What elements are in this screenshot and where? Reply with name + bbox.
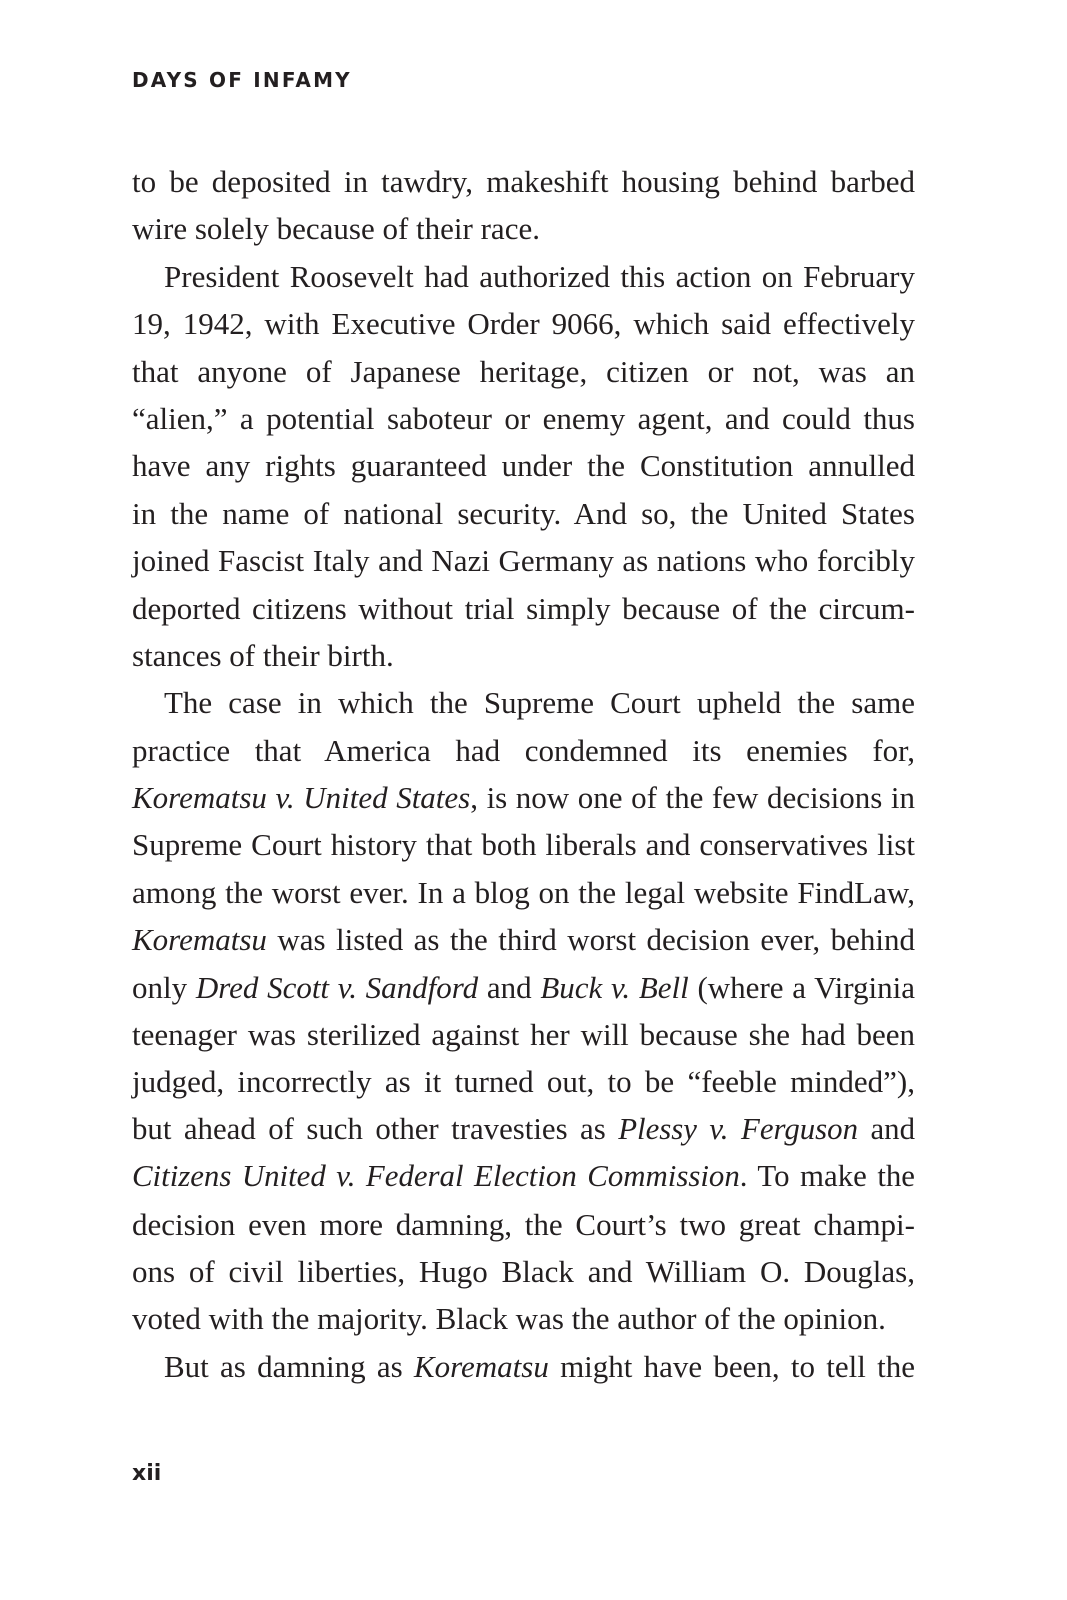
text-line: voted with the majority. Black was the author of the opinion.	[132, 1301, 886, 1337]
text-line: Supreme Court history that both liberals and conservatives list	[132, 827, 915, 863]
text-line: practice that America had condemned its enemies for,	[132, 732, 915, 768]
case-name-italic: Buck v. Bell	[540, 969, 689, 1005]
case-name-italic: Dred Scott v. Sandford	[195, 969, 479, 1005]
text-line: among the worst ever. In a blog on the legal website FindLaw,	[132, 874, 915, 910]
text-line: Korematsu was listed as the third worst decision ever, behind	[132, 922, 915, 958]
text-line: “alien,” a potential saboteur or enemy agent, and could thus	[132, 400, 915, 436]
text-line: to be deposited in tawdry, makeshift housing behind barbed	[132, 164, 915, 199]
text-line: that anyone of Japanese heritage, citizen or not, was an	[132, 353, 915, 389]
text-line: Korematsu v. United States, is now one of the few decisions in	[132, 780, 915, 816]
page-number: xii	[132, 1461, 162, 1486]
text-line: deported citizens without trial simply because of the circum-	[132, 590, 915, 626]
paragraph-first-line: The case in which the Supreme Court upheld the same	[164, 685, 915, 721]
case-name-italic: Korematsu v. United States	[132, 780, 471, 816]
body-text	[132, 158, 915, 1390]
case-name-italic: Korematsu	[132, 922, 267, 958]
running-head: DAYS OF INFAMY	[132, 68, 352, 92]
case-name-italic: Plessy v. Ferguson	[618, 1111, 859, 1146]
text-line: only Dred Scott v. Sandford and Buck v. Bell (where a Virginia	[132, 969, 915, 1005]
text-line: ons of civil liberties, Hugo Black and William O. Douglas,	[132, 1253, 915, 1289]
text-line: decision even more damning, the Court’s two great champi-	[132, 1206, 915, 1242]
text-line: 19, 1942, with Executive Order 9066, which said effectively	[132, 306, 915, 342]
text-line: teenager was sterilized against her will because she had been	[132, 1017, 915, 1053]
text-line: Citizens United v. Federal Election Commission. To make the	[132, 1159, 915, 1194]
case-name-italic: Citizens United v. Federal Election Commission	[132, 1159, 740, 1194]
text-line: in the name of national security. And so, the United States	[132, 495, 915, 531]
case-name-italic: Korematsu	[413, 1348, 549, 1384]
text-line: stances of their birth.	[132, 637, 394, 673]
text-line: judged, incorrectly as it turned out, to be “feeble minded”),	[132, 1064, 915, 1100]
text-line: wire solely because of their race.	[132, 211, 540, 247]
text-line: have any rights guaranteed under the Constitution annulled	[132, 448, 915, 484]
text-line: joined Fascist Italy and Nazi Germany as nations who forcibly	[132, 543, 915, 579]
paragraph-first-line: But as damning as Korematsu might have been, to tell the	[164, 1348, 915, 1384]
text-line: but ahead of such other travesties as Plessy v. Ferguson and	[132, 1111, 915, 1146]
paragraph-first-line: President Roosevelt had authorized this action on February	[164, 258, 915, 294]
